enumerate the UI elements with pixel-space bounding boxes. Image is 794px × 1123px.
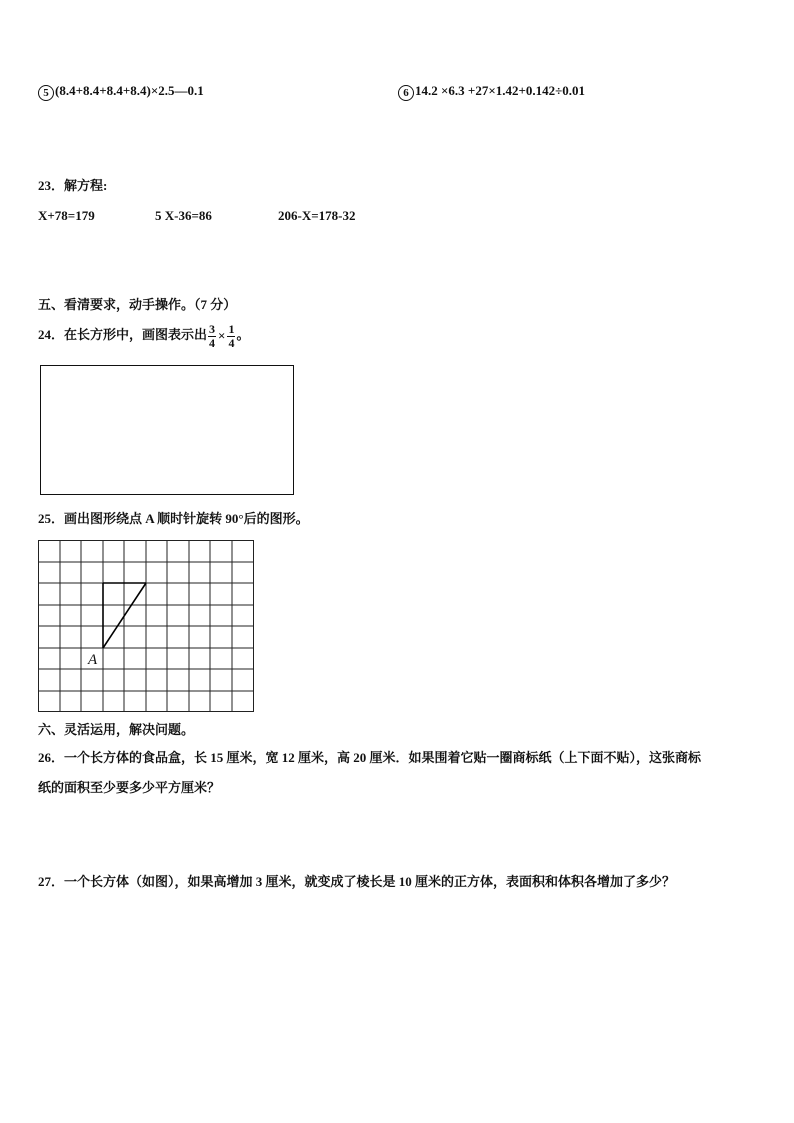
q22-item6-expression: 14.2 ×6.3 +27×1.42+0.142÷0.01 <box>415 83 586 98</box>
fraction-denominator: 4 <box>228 335 235 350</box>
q22-item5-expression: (8.4+8.4+8.4+8.4)×2.5—0.1 <box>55 83 204 98</box>
q24-suffix: 。 <box>236 327 250 342</box>
q23-title: 23．解方程: <box>38 178 108 193</box>
fraction-numerator: 3 <box>209 321 216 336</box>
section-5-title: 五、看清要求，动手操作。（7 分） <box>38 297 237 312</box>
q25-grid-figure[interactable] <box>38 540 256 720</box>
q23-equation-3: 206-X=178-32 <box>278 208 356 223</box>
section-6-title: 六、灵活运用，解决问题。 <box>38 722 195 737</box>
times-sign: × <box>218 328 226 344</box>
circled-number-6: 6 <box>398 85 414 101</box>
q24-drawing-rectangle[interactable] <box>40 365 294 495</box>
q27-text: 27．一个长方体（如图），如果高增加 3 厘米，就变成了棱长是 10 厘米的正方体，表面积和体积各增加了多少？ <box>38 874 676 889</box>
grid-lines <box>39 541 254 712</box>
fraction-one-quarter <box>227 323 235 350</box>
q24-prefix: 24．在长方形中，画图表示出 <box>38 327 208 342</box>
q25-title: 25．画出图形绕点 A 顺时针旋转 90°后的图形。 <box>38 511 309 526</box>
q22-item6 <box>398 82 585 101</box>
point-a-label: A <box>88 652 98 668</box>
q22-item5 <box>38 82 204 101</box>
fraction-denominator: 4 <box>209 335 216 350</box>
q26-line-1: 26．一个长方体的食品盒，长 15 厘米，宽 12 厘米，高 20 厘米．如果围着它贴一圈商标纸（上下面不贴），这张商标 <box>38 750 702 765</box>
q26-line-2: 纸的面积至少要多少平方厘米？ <box>38 780 221 795</box>
rotation-grid <box>38 540 256 715</box>
q23-equation-1: X+78=179 <box>38 208 95 223</box>
circled-number-5: 5 <box>38 85 54 101</box>
q23-equation-2: 5 X-36=86 <box>155 208 212 223</box>
q24-prompt <box>38 320 249 351</box>
fraction-numerator: 1 <box>228 321 235 336</box>
fraction-three-quarters <box>208 323 216 350</box>
